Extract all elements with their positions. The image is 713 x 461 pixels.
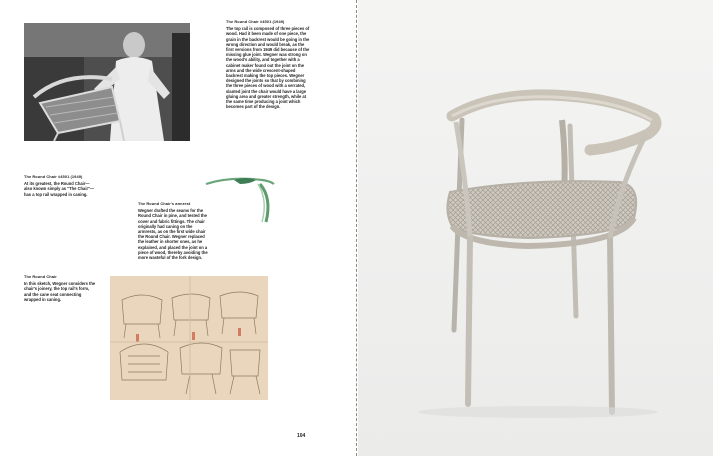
caption-round-chair-toprail	[226, 19, 310, 109]
caption-round-chair-caning	[24, 174, 96, 197]
left-page	[0, 0, 356, 456]
caption-heading: The Round Chair	[24, 274, 57, 279]
caption-sketch	[24, 274, 96, 302]
caption-heading: The Round Chair's armrest	[138, 201, 191, 206]
caption-heading: The Round Chair #4501 (1949)	[24, 174, 83, 179]
armrest-profile-drawing	[200, 170, 276, 226]
caption-armrest	[138, 201, 210, 260]
right-page	[358, 0, 713, 456]
caption-body: In this sketch, Wegner considers the chair's joinery, the top rail's form, and the cane seat connecting wrapped in caning.	[24, 281, 96, 302]
caption-body: The top rail is composed of three pieces of wood. Had it been made of one piece, the grain in the backrest would be going in the wrong direction and would break, as the first versions from 1949 did because of the missing glue joint. Wegner was strong on the wood's ability, and together with a cabinet maker found out the joint on the arms and the wide crescent-shaped backrest making the top pieces. Wegner designed the joints so that by combining the three pieces of wood with a serrated, slanted joint the chair would have a large gluing area and greater strength, while at the same time producing a joint which becomes part of the design.	[226, 26, 310, 110]
page-number: 104	[297, 433, 306, 439]
caption-body: At its greatest, the Round Chair—also known simply as "The Chair"—has a top rail wrapped in caning.	[24, 181, 95, 197]
photo-wegner-with-chair	[24, 23, 190, 141]
caption-heading: The Round Chair #4501 (1949)	[226, 19, 285, 24]
sketch-drawing	[110, 276, 268, 400]
page-gutter	[356, 0, 357, 456]
round-chair-photo	[358, 0, 713, 456]
caption-body: Wegner drafted the seams for the Round Chair in pine, and tested the cover and fabric fittings. The chair originally had caning on the armrests, as on the first wide chair the Round Chair. Wegner replaced the leather in shorter ones, as he explained, and placed the joint on a piece of wood, thereby avoiding the more wasteful of the fork design.	[138, 208, 208, 261]
